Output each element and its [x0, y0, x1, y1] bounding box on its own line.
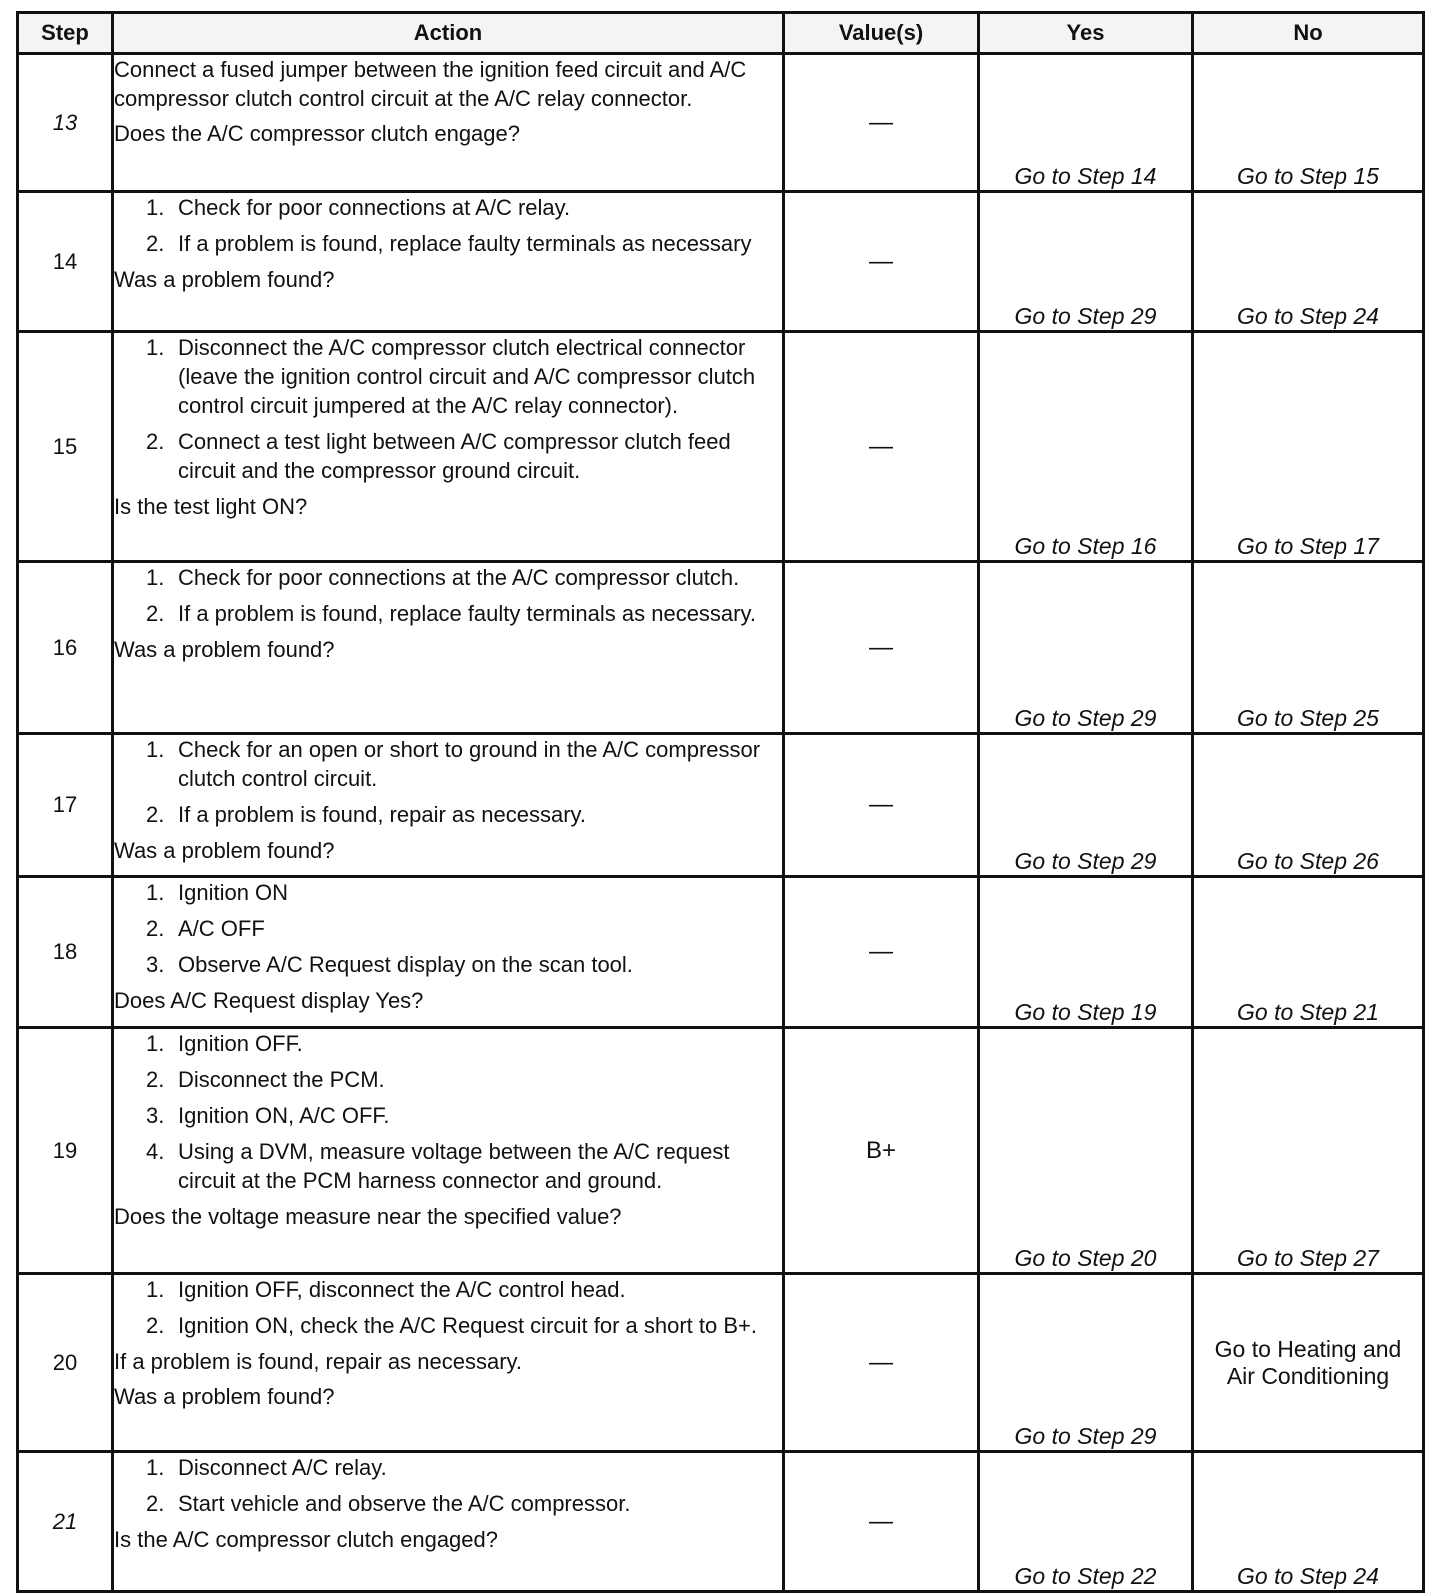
yes-cell: Go to Step 22 — [979, 1452, 1193, 1592]
header-row — [18, 13, 1424, 54]
yes-cell: Go to Step 29 — [979, 1274, 1193, 1452]
action-item: 2. If a problem is found, replace faulty terminals as necessary. — [146, 601, 756, 626]
table-row — [18, 734, 1424, 877]
action-question: Is the A/C compressor clutch engaged? — [114, 1527, 498, 1552]
no-cell: Go to Step 27 — [1193, 1028, 1424, 1274]
step-number: 16 — [18, 562, 113, 734]
step-number: 15 — [18, 332, 113, 562]
value-cell: — — [784, 877, 979, 1028]
action-cell — [113, 332, 784, 562]
action-note: If a problem is found, repair as necessary. — [114, 1349, 523, 1374]
no-cell: Go to Step 17 — [1193, 332, 1424, 562]
header-no: No — [1193, 13, 1424, 54]
yes-cell: Go to Step 14 — [979, 54, 1193, 192]
step-number: 20 — [18, 1274, 113, 1452]
action-question: Was a problem found? — [114, 1384, 335, 1409]
value-cell: — — [784, 562, 979, 734]
action-item: 2. Start vehicle and observe the A/C compressor. — [146, 1491, 631, 1516]
value-cell: — — [784, 1452, 979, 1592]
value-cell: — — [784, 734, 979, 877]
no-cell: Go to Step 21 — [1193, 877, 1424, 1028]
action-item: 1. Disconnect A/C relay. — [146, 1455, 387, 1480]
action-cell — [113, 877, 784, 1028]
action-item: 1. Ignition ON — [146, 880, 289, 905]
no-cell: Go to Heating and Air Conditioning — [1193, 1274, 1424, 1452]
table-row — [18, 562, 1424, 734]
no-cell: Go to Step 26 — [1193, 734, 1424, 877]
step-number: 13 — [18, 54, 113, 192]
action-cell — [113, 1452, 784, 1592]
yes-cell: Go to Step 19 — [979, 877, 1193, 1028]
action-cell — [113, 562, 784, 734]
action-item: 2. If a problem is found, repair as necessary. — [146, 802, 587, 827]
action-item: 3. Ignition ON, A/C OFF. — [146, 1103, 390, 1128]
header-values: Value(s) — [784, 13, 979, 54]
yes-cell: Go to Step 29 — [979, 734, 1193, 877]
table-row — [18, 1452, 1424, 1592]
step-number: 19 — [18, 1028, 113, 1274]
action-item: 1. Ignition OFF. — [146, 1031, 303, 1056]
action-item: 2. A/C OFF — [146, 916, 265, 941]
action-item: 1. Ignition OFF, disconnect the A/C control head. — [146, 1277, 626, 1302]
table-row — [18, 1274, 1424, 1452]
action-question: Was a problem found? — [114, 637, 335, 662]
action-intro: Connect a fused jumper between the ignition feed circuit and A/C compressor clutch control circuit at the A/C relay connector. — [114, 57, 747, 111]
action-question: Does the A/C compressor clutch engage? — [114, 121, 521, 146]
action-cell — [113, 734, 784, 877]
value-cell: — — [784, 1274, 979, 1452]
no-cell: Go to Step 15 — [1193, 54, 1424, 192]
action-item: 1. Disconnect the A/C compressor clutch electrical connector (leave the ignition control circuit and A/C compressor clutch control circuit jumpered at the A/C relay connector). — [146, 335, 756, 418]
header-yes: Yes — [979, 13, 1193, 54]
table-row — [18, 192, 1424, 332]
action-cell — [113, 1028, 784, 1274]
action-item: 2. Disconnect the PCM. — [146, 1067, 385, 1092]
header-action: Action — [113, 13, 784, 54]
header-step: Step — [18, 13, 113, 54]
action-question: Does the voltage measure near the specified value? — [114, 1204, 622, 1229]
step-number: 17 — [18, 734, 113, 877]
yes-cell: Go to Step 29 — [979, 192, 1193, 332]
action-item: 1. Check for poor connections at A/C relay. — [146, 195, 571, 220]
step-number: 21 — [18, 1452, 113, 1592]
value-cell: — — [784, 54, 979, 192]
action-question: Was a problem found? — [114, 838, 335, 863]
action-item: 1. Check for poor connections at the A/C compressor clutch. — [146, 565, 740, 590]
action-item: 2. If a problem is found, replace faulty terminals as necessary — [146, 231, 752, 256]
action-cell — [113, 192, 784, 332]
action-question: Was a problem found? — [114, 267, 335, 292]
action-cell — [113, 1274, 784, 1452]
no-cell: Go to Step 25 — [1193, 562, 1424, 734]
action-question: Is the test light ON? — [114, 494, 308, 519]
table-row — [18, 877, 1424, 1028]
value-cell: — — [784, 332, 979, 562]
yes-cell: Go to Step 16 — [979, 332, 1193, 562]
action-item: 3. Observe A/C Request display on the scan tool. — [146, 952, 633, 977]
action-cell — [113, 54, 784, 192]
table-row — [18, 1028, 1424, 1274]
action-question: Does A/C Request display Yes? — [114, 988, 424, 1013]
no-cell: Go to Step 24 — [1193, 1452, 1424, 1592]
action-item: 1. Check for an open or short to ground in the A/C compressor clutch control circuit. — [146, 737, 761, 791]
action-item: 2. Ignition ON, check the A/C Request circuit for a short to B+. — [146, 1313, 757, 1338]
no-cell: Go to Step 24 — [1193, 192, 1424, 332]
table-row — [18, 332, 1424, 562]
action-item: 2. Connect a test light between A/C compressor clutch feed circuit and the compressor ground circuit. — [146, 429, 731, 483]
table-row — [18, 54, 1424, 192]
yes-cell: Go to Step 20 — [979, 1028, 1193, 1274]
yes-cell: Go to Step 29 — [979, 562, 1193, 734]
action-item: 4. Using a DVM, measure voltage between the A/C request circuit at the PCM harness connector and ground. — [146, 1139, 730, 1193]
value-cell: B+ — [784, 1028, 979, 1274]
diagnostic-table — [16, 11, 1425, 1593]
step-number: 18 — [18, 877, 113, 1028]
value-cell: — — [784, 192, 979, 332]
step-number: 14 — [18, 192, 113, 332]
